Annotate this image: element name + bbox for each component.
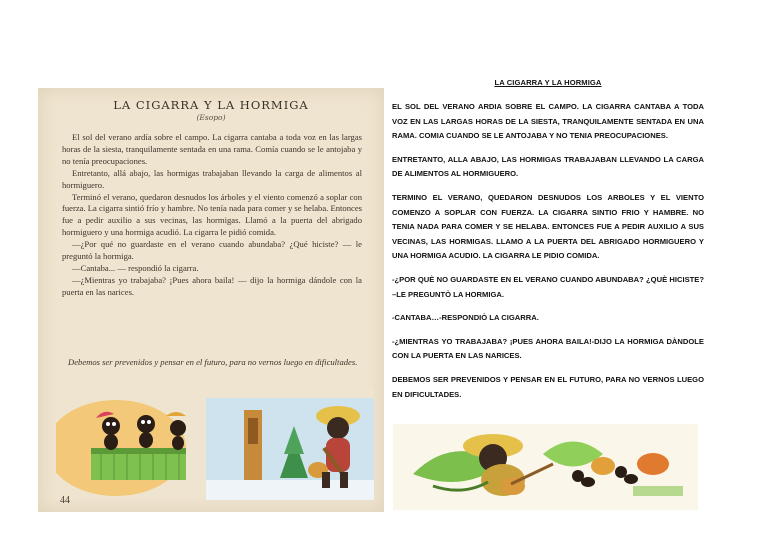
book-title: LA CIGARRA Y LA HORMIGA xyxy=(113,98,309,112)
transcript-paragraph: -CANTABA…-RESPONDIÒ LA CIGARRA. xyxy=(392,313,539,323)
book-paragraph: El sol del verano ardía sobre el campo. La cigarra cantaba a toda voz en las largas horas de la siesta, tranquilamente sentada en una rama. Comía cuando se le antojaba y no tenía preocupaciones. xyxy=(62,132,362,166)
transcript-paragraph: -¿POR QUÈ NO GUARDASTE EN EL VERANO CUANDO ABUNDABA? ¿QUÈ HICISTE? –LE PREGUNTÒ LA HORMIGA. xyxy=(392,274,704,299)
book-paragraph: Entretanto, allá abajo, las hormigas trabajaban llevando la carga de alimentos al hormiguero. xyxy=(62,167,362,190)
book-paragraph: Terminó el verano, quedaron desnudos los árboles y el viento comenzó a soplar con fuerza. La cigarra sintió frío y hambre. No tenía nada para comer y se helaba. Entonces fue a pedir auxilio a sus vecinas, las hormigas. Llamó a la puerta del abrigado hormiguero y una hormiga acudió. La cigarra le pidió comida. xyxy=(62,191,362,238)
ants-at-table-and-cicada-with-guitar-illustration xyxy=(56,388,374,500)
transcript-title: LA CIGARRA Y LA HORMIGA xyxy=(494,78,602,87)
scanned-book-page xyxy=(38,88,384,512)
transcript-paragraph: TERMINO EL VERANO, QUEDARON DESNUDOS LOS ARBOLES Y EL VIENTO COMENZO A SOPLAR CON FUERZA. LA CIGARRA SINTIO FRIO Y HAMBRE. NO TENIA NADA PARA COMER Y SE HELABA. ENTONCES FUE A PEDIR AUXILIO A SUS VECINAS, LAS HORMIGAS. LLAMO A LA PUERTA DEL ABRIGADO HORMIGUERO Y UNA HORMIGA ACUDIO. LA CIGARRA LE PIDIO COMIDA. xyxy=(392,192,704,261)
book-body-text xyxy=(62,132,362,299)
page-number: 44 xyxy=(60,495,70,506)
book-moral: Debemos ser prevenidos y pensar en el futuro, para no vernos luego en dificultades. xyxy=(68,357,358,367)
book-paragraph: —¿Por qué no guardaste en el verano cuando abundaba? ¿Qué hiciste? — le preguntó la hormiga. xyxy=(62,239,362,262)
transcript-paragraph: ENTRETANTO, ALLA ABAJO, LAS HORMIGAS TRABAJABAN LLEVANDO LA CARGA DE ALIMENTOS AL HORMIGUERO. xyxy=(392,154,704,179)
book-paragraph: —Cantaba... — respondió la cigarra. xyxy=(72,262,199,273)
transcript-paragraph: EL SOL DEL VERANO ARDIA SOBRE EL CAMPO. LA CIGARRA CANTABA A TODA VOZ EN LAS LARGAS HORAS DE LA SIESTA, TRANQUILAMENTE SENTADA EN UNA RAMA. COMIA CUANDO SE LE ANTOJABA Y NO TENIA PREOCUPACIONES. xyxy=(392,102,704,141)
book-subtitle: (Esopo) xyxy=(196,113,226,122)
transcription-column xyxy=(392,78,704,411)
transcript-paragraph: -¿MIENTRAS YO TRABAJABA? ¡PUES AHORA BAILA!-DIJO LA HORMIGA DÀNDOLE CON LA PUERTA EN LAS NARICES. xyxy=(392,336,704,361)
transcript-moral: DEBEMOS SER PREVENIDOS Y PENSAR EN EL FUTURO, PARA NO VERNOS LUEGO EN DIFICULTADES. xyxy=(392,374,704,399)
cicada-with-guitar-and-ants-carrying-food-illustration xyxy=(393,424,698,510)
book-paragraph: —¿Mientras yo trabajaba? ¡Pues ahora baila! — dijo la hormiga dándole con la puerta en las narices. xyxy=(62,274,362,297)
